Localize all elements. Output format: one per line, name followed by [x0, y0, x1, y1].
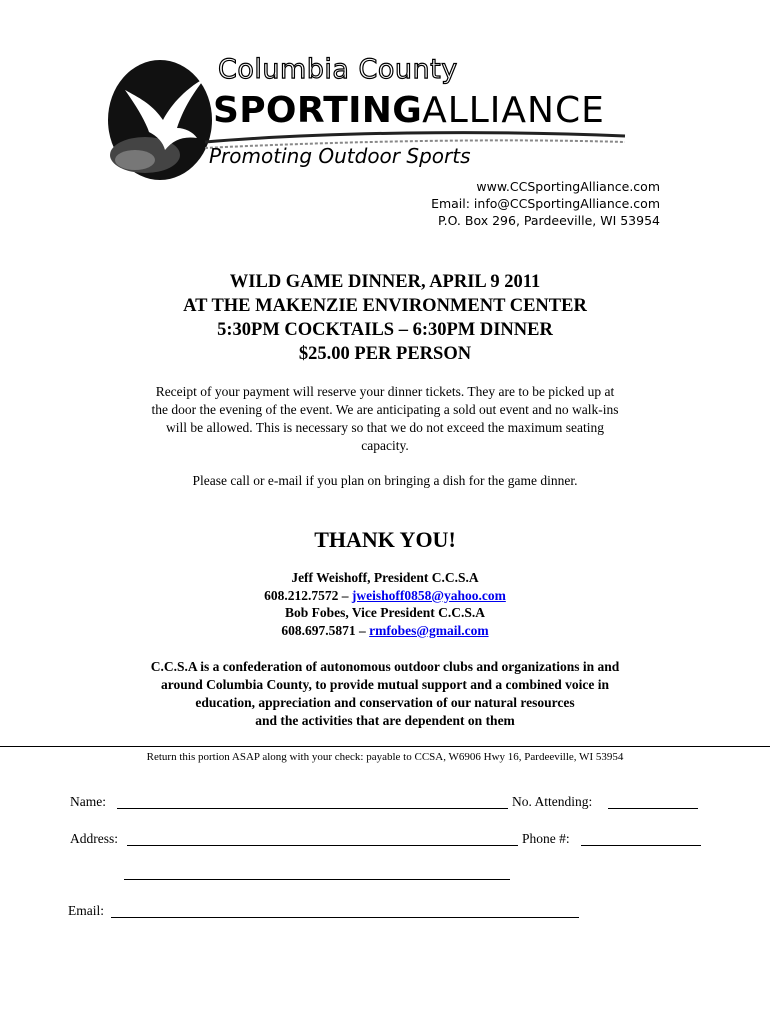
mission-line: education, appreciation and conservation of our natural resources	[195, 695, 575, 710]
logo-tagline: Promoting Outdoor Sports	[209, 144, 471, 168]
officers-block	[0, 569, 770, 639]
president-contact	[0, 587, 770, 605]
phone-label: Phone #:	[522, 831, 570, 846]
mission-line: and the activities that are dependent on them	[255, 713, 515, 728]
email-field[interactable]	[111, 917, 579, 918]
cut-divider	[0, 746, 770, 747]
contact-info	[431, 178, 660, 229]
organization-logo	[105, 50, 630, 185]
mission-statement	[100, 658, 670, 730]
address-field[interactable]	[127, 845, 518, 846]
logo-text-alliance	[213, 90, 605, 131]
address-line-2-field[interactable]	[124, 879, 510, 880]
logo-text-sporting: SPORTING	[213, 90, 423, 131]
vp-phone: 608.697.5871 –	[281, 622, 370, 638]
phone-field[interactable]	[581, 845, 701, 846]
mailing-address: P.O. Box 296, Pardeeville, WI 53954	[438, 213, 660, 228]
website-link[interactable]: www.CCSportingAlliance.com	[476, 179, 660, 194]
dish-paragraph: Please call or e-mail if you plan on bringing a dish for the game dinner.	[192, 473, 578, 488]
attending-field[interactable]	[608, 808, 698, 809]
attending-label: No. Attending:	[512, 794, 593, 809]
event-title: WILD GAME DINNER, APRIL 9 2011	[229, 272, 541, 292]
event-price: $25.00 PER PERSON	[298, 344, 472, 364]
name-label: Name:	[70, 794, 106, 809]
logo-text-alliance-word: ALLIANCE	[422, 90, 605, 131]
name-field[interactable]	[117, 808, 508, 809]
reservation-paragraph: Receipt of your payment will reserve your dinner tickets. They are to be picked up at the door the evening of the event. We are anticipating a sold out event and no walk-ins will be allowed. This is necessary so that we do not exceed the maximum seating capacity.	[151, 384, 619, 453]
thank-you-heading: THANK YOU!	[314, 527, 456, 552]
vp-name: Bob Fobes, Vice President C.C.S.A	[284, 605, 485, 620]
contact-email[interactable]: Email: info@CCSportingAlliance.com	[431, 196, 660, 211]
vp-contact	[0, 622, 770, 640]
vp-email-link[interactable]: rmfobes@gmail.com	[369, 622, 489, 638]
event-location: AT THE MAKENZIE ENVIRONMENT CENTER	[183, 296, 587, 316]
mission-line: around Columbia County, to provide mutual support and a combined voice in	[160, 677, 610, 692]
president-email-link[interactable]: jweishoff0858@yahoo.com	[351, 587, 506, 603]
address-label: Address:	[70, 831, 118, 846]
event-times: 5:30PM COCKTAILS – 6:30PM DINNER	[217, 320, 553, 340]
logo-text-county: Columbia County	[218, 54, 458, 85]
mission-line: C.C.S.A is a confederation of autonomous outdoor clubs and organizations in and	[150, 659, 620, 674]
president-phone: 608.212.7572 –	[264, 587, 352, 603]
return-instructions: Return this portion ASAP along with your check: payable to CCSA, W6906 Hwy 16, Pardeeville, WI 53954	[146, 751, 624, 763]
event-heading	[0, 270, 770, 366]
president-name: Jeff Weishoff, President C.C.S.A	[291, 570, 479, 585]
email-label: Email:	[68, 903, 104, 918]
